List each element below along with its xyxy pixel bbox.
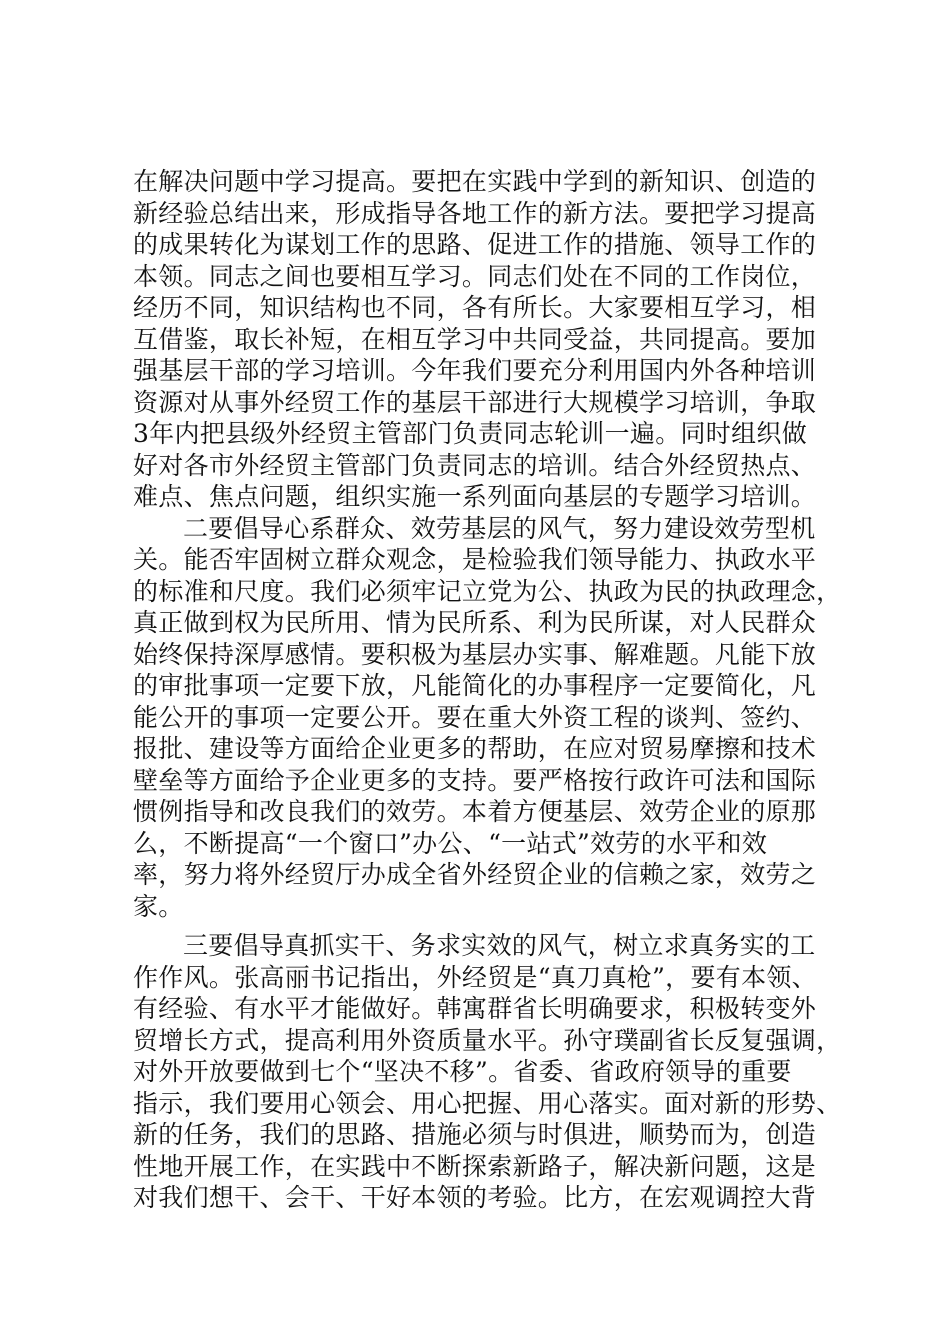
text-line: 对外开放要做到七个“坚决不移”。省委、省政府领导的重要: [133, 1057, 792, 1086]
paragraph-spacing: [133, 922, 823, 930]
paragraph-three-first-line: 三要倡导真抓实干、务求实效的风气，树立求真务实的工: [183, 931, 816, 960]
document-body: [133, 166, 842, 1214]
text-line: 对我们想干、会干、干好本领的考验。比方，在宏观调控大背: [133, 1183, 817, 1212]
text-line: 报批、建设等方面给企业更多的帮助，在应对贸易摩擦和技术: [133, 734, 817, 763]
text-line: 新的任务，我们的思路、措施必须与时俱进，顺势而为，创造: [133, 1120, 817, 1149]
text-line: 性地开展工作，在实践中不断探索新路子，解决新问题，这是: [133, 1151, 817, 1181]
text-line: 在解决问题中学习提高。要把在实践中学到的新知识、创造的: [133, 167, 817, 196]
text-line: 经历不同，知识结构也不同，各有所长。大家要相互学习，相: [133, 293, 817, 322]
text-line: 难点、焦点问题，组织实施一系列面向基层的专题学习培训。: [133, 482, 817, 511]
text-line: 强基层干部的学习培训。今年我们要充分利用国内外各种培训: [133, 356, 817, 385]
text-line: 能公开的事项一定要公开。要在重大外资工程的谈判、签约、: [133, 702, 817, 732]
text-line: 真正做到权为民所用、情为民所系、利为民所谋，对人民群众: [133, 608, 817, 637]
text-line: 作作风。张高丽书记指出，外经贸是“真刀真枪”，要有本领、: [133, 962, 817, 992]
text-line: 么，不断提高“一个窗口”办公、“一站式”效劳的水平和效: [133, 828, 768, 858]
text-line: 率，努力将外经贸厅办成全省外经贸企业的信赖之家，效劳之: [133, 860, 817, 889]
text-line: 有经验、有水平才能做好。韩寓群省长明确要求，积极转变外: [133, 994, 817, 1023]
text-line: 的审批事项一定要下放，凡能简化的办事程序一定要简化，凡: [133, 671, 817, 700]
paragraph-two-first-line: 二要倡导心系群众、效劳基层的风气，努力建设效劳型机: [183, 513, 816, 543]
text-line: 的标准和尺度。我们必须牢记立党为公、执政为民的执政理念，: [133, 576, 842, 606]
text-line: 惯例指导和改良我们的效劳。本着方便基层、效劳企业的原那: [133, 797, 817, 826]
text-line: 始终保持深厚感情。要积极为基层办实事、解难题。凡能下放: [133, 639, 817, 669]
text-line: 壁垒等方面给予企业更多的支持。要严格按行政许可法和国际: [133, 765, 817, 795]
text-line: 本领。同志之间也要相互学习。同志们处在不同的工作岗位，: [133, 261, 817, 291]
text-line: 好对各市外经贸主管部门负责同志的培训。结合外经贸热点、: [133, 450, 817, 480]
text-line: 家。: [133, 891, 184, 921]
text-line: 新经验总结出来，形成指导各地工作的新方法。要把学习提高: [133, 198, 817, 228]
text-line: 互借鉴，取长补短，在相互学习中共同受益，共同提高。要加: [133, 324, 817, 354]
text-line: 的成果转化为谋划工作的思路、促进工作的措施、领导工作的: [133, 230, 817, 259]
text-line: 贸增长方式，提高利用外资质量水平。孙守璞副省长反复强调，: [133, 1025, 842, 1055]
text-line: 关。能否牢固树立群众观念，是检验我们领导能力、执政水平: [133, 545, 817, 574]
text-line: 资源对从事外经贸工作的基层干部进行大规模学习培训，争取: [133, 387, 817, 417]
text-line: 3年内把县级外经贸主管部门负责同志轮训一遍。同时组织做: [133, 419, 808, 448]
text-line: 指示，我们要用心领会、用心把握、用心落实。面对新的形势、: [133, 1088, 842, 1118]
